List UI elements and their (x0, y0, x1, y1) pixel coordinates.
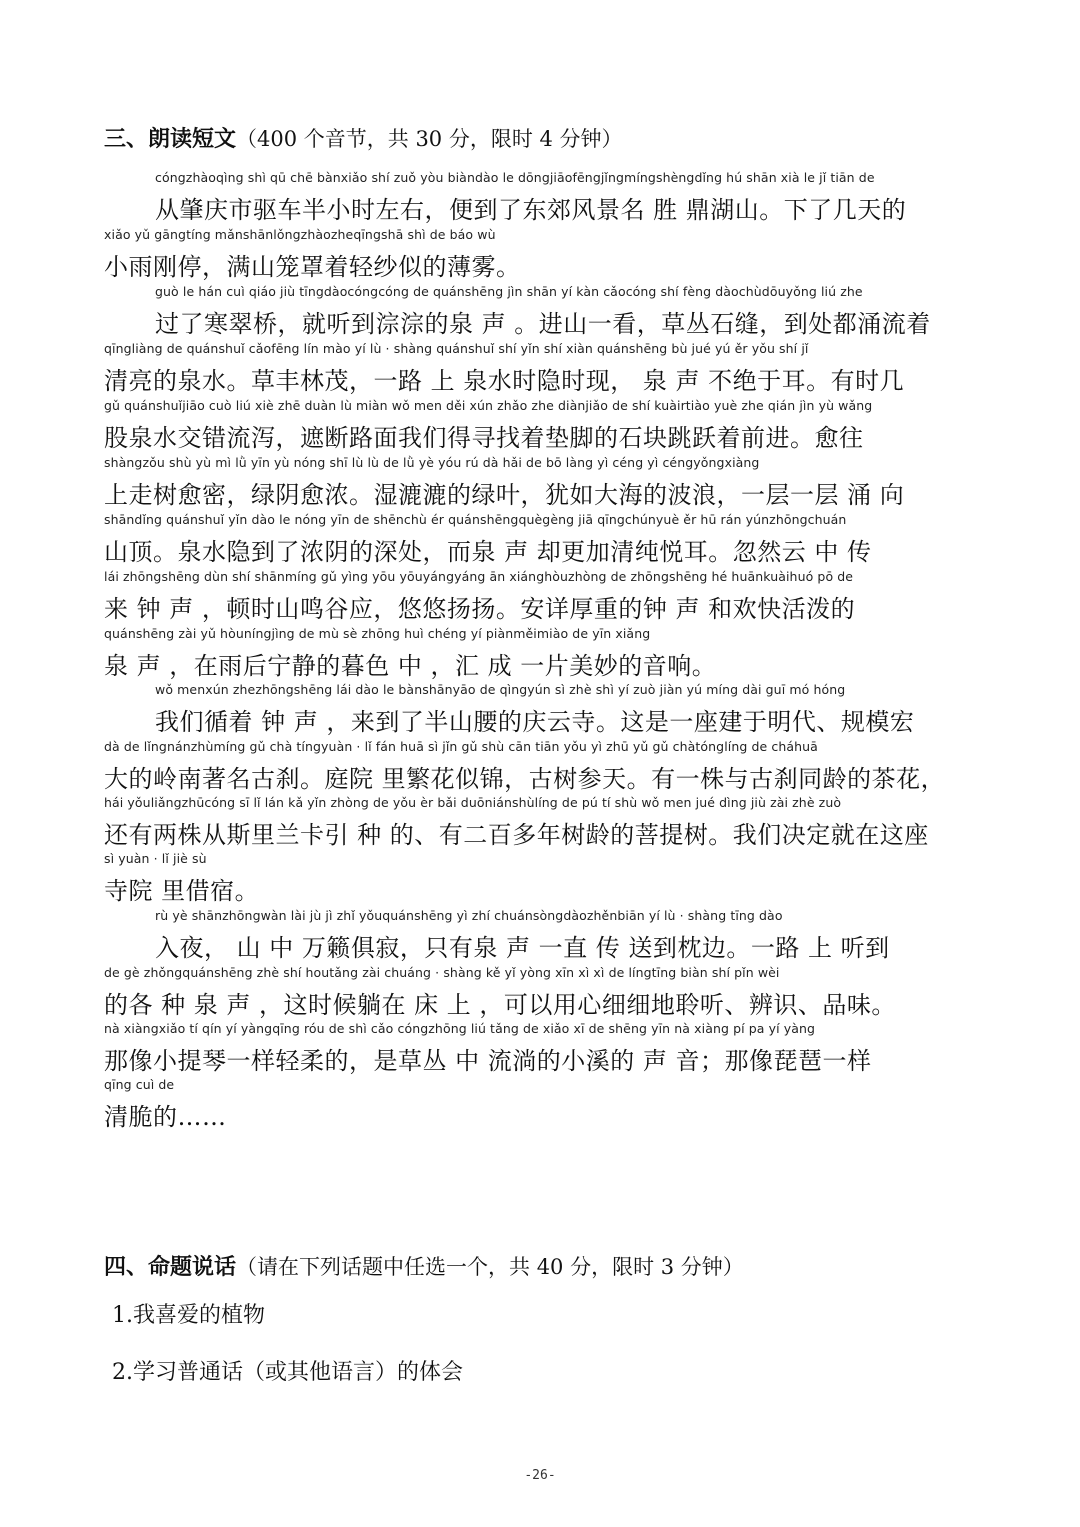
pinyin-line: hái yǒuliǎngzhūcóng sī lǐ lán kǎ yǐn zhòng de yǒu èr bǎi duōniánshùlíng de pú tí shù wǒ men jué dìng jiù zài zhè zuò (104, 795, 842, 810)
pinyin-line: xiǎo yǔ gāngtíng mǎnshānlǒngzhàozheqīngshā shì de báo wù (104, 227, 496, 242)
hanzi-line: 清脆的…… (104, 1103, 227, 1131)
section-3-description: （400 个音节，共 30 分，限时 4 分钟） (236, 127, 623, 151)
pinyin-line: shāndǐng quánshuǐ yǐn dào le nóng yīn de shēnchù ér quánshēngquègèng jiā qīngchúnyuè ěr hū rán yúnzhōngchuán (104, 512, 847, 527)
hanzi-line: 清亮的泉水。草丰林茂，一路 上 泉水时隐时现， 泉 声 不绝于耳。有时几 (104, 367, 905, 395)
pinyin-line: de gè zhǒngquánshēng zhè shí houtǎng zài chuáng · shàng kě yǐ yòng xīn xì xì de língtīng biàn shí pǐn wèi (104, 965, 780, 980)
pinyin-line: guò le hán cuì qiáo jiù tīngdàocóngcóng de quánshēng jìn shān yí kàn cǎocóng shí fèng dàochùdōuyǒng liú zhe (155, 284, 863, 299)
section-3-heading: 三、朗读短文 (104, 127, 237, 152)
pinyin-line: shàngzǒu shù yù mì lǜ yīn yù nóng shī lù lù de lǜ yè yóu rú dà hǎi de bō làng yì céng yì céngyǒngxiàng (104, 455, 760, 470)
pinyin-line: qīng cuì de (104, 1077, 175, 1092)
topic-item: 1.我喜爱的植物 (112, 1303, 265, 1328)
hanzi-line: 过了寒翠桥，就听到淙淙的泉 声 。进山一看，草丛石缝，到处都涌流着 (155, 310, 931, 338)
hanzi-line: 大的岭南著名古刹。庭院 里繁花似锦，古树参天。有一株与古刹同龄的茶花， (104, 765, 946, 793)
topic-item: 2.学习普通话（或其他语言）的体会 (112, 1360, 463, 1385)
pinyin-line: wǒ menxún zhezhōngshēng lái dào le bànshānyāo de qìngyún sì zhè shì yí zuò jiàn yú míng dài guī mó hóng (155, 682, 846, 697)
hanzi-line: 那像小提琴一样轻柔的，是草丛 中 流淌的小溪的 声 音；那像琵琶一样 (104, 1047, 872, 1075)
pinyin-line: rù yè shānzhōngwàn lài jù jì zhǐ yǒuquánshēng yì zhí chuánsòngdàozhěnbiān yí lù · shàng tīng dào (155, 908, 783, 923)
hanzi-line: 寺院 里借宿。 (104, 877, 260, 905)
hanzi-line: 来 钟 声 ，顿时山鸣谷应，悠悠扬扬。安详厚重的钟 声 和欢快活泼的 (104, 595, 856, 623)
pinyin-line: qīngliàng de quánshuǐ cǎofēng lín mào yí lù · shàng quánshuǐ shí yǐn shí xiàn quánshēng bù jué yú ěr yǒu shí jǐ (104, 341, 809, 356)
section-4-title (104, 1250, 744, 1281)
pinyin-line: nà xiàngxiǎo tí qín yí yàngqīng róu de shì cǎo cóngzhōng liú tǎng de xiǎo xī de shēng yīn nà xiàng pí pa yí yàng (104, 1021, 816, 1036)
pinyin-line: cóngzhàoqìng shì qū chē bànxiǎo shí zuǒ yòu biàndào le dōngjiāofēngjǐngmíngshèngdǐng hú shān xià le jǐ tiān de (155, 170, 875, 185)
pinyin-line: quánshēng zài yǔ hòuníngjìng de mù sè zhōng huì chéng yí piànměimiào de yīn xiǎng (104, 626, 651, 641)
hanzi-line: 上走树愈密，绿阴愈浓。湿漉漉的绿叶，犹如大海的波浪，一层一层 涌 向 (104, 481, 905, 509)
hanzi-line: 的各 种 泉 声 ，这时候躺在 床 上 ，可以用心细细地聆听、辨识、品味。 (104, 991, 896, 1019)
hanzi-line: 泉 声 ，在雨后宁静的暮色 中 ，汇 成 一片美妙的音响。 (104, 652, 717, 680)
hanzi-line: 我们循着 钟 声 ，来到了半山腰的庆云寺。这是一座建于明代、规模宏 (155, 708, 915, 736)
hanzi-line: 从肇庆市驱车半小时左右，便到了东郊风景名 胜 鼎湖山。下了几天的 (155, 196, 907, 224)
hanzi-line: 小雨刚停，满山笼罩着轻纱似的薄雾。 (104, 253, 521, 281)
pinyin-line: sì yuàn · lǐ jiè sù (104, 851, 207, 866)
page-number: -26- (524, 1468, 556, 1483)
pinyin-line: dà de lǐngnánzhùmíng gǔ chà tíngyuàn · lǐ fán huā sì jǐn gǔ shù cān tiān yǒu yì zhū yǔ gǔ chàtónglíng de cháhuā (104, 739, 818, 754)
hanzi-line: 山顶。泉水隐到了浓阴的深处，而泉 声 却更加清纯悦耳。忽然云 中 传 (104, 538, 872, 566)
hanzi-line: 入夜， 山 中 万籁俱寂，只有泉 声 一直 传 送到枕边。一路 上 听到 (155, 934, 890, 962)
pinyin-line: gǔ quánshuǐjiāo cuò liú xiè zhē duàn lù miàn wǒ men děi xún zhǎo zhe diànjiǎo de shí kuàirtiào yuè zhe qián jìn yù wǎng (104, 398, 873, 413)
section-3-title (104, 122, 623, 153)
section-4-heading: 四、命题说话 (104, 1255, 237, 1280)
hanzi-line: 股泉水交错流泻，遮断路面我们得寻找着垫脚的石块跳跃着前进。愈往 (104, 424, 864, 452)
hanzi-line: 还有两株从斯里兰卡引 种 的、有二百多年树龄的菩提树。我们决定就在这座 (104, 821, 929, 849)
section-4-description: （请在下列话题中任选一个，共 40 分，限时 3 分钟） (236, 1255, 744, 1279)
pinyin-line: lái zhōngshēng dùn shí shānmíng gǔ yìng yōu yōuyángyáng ān xiánghòuzhòng de zhōngshēng hé huānkuàihuó pō de (104, 569, 854, 584)
